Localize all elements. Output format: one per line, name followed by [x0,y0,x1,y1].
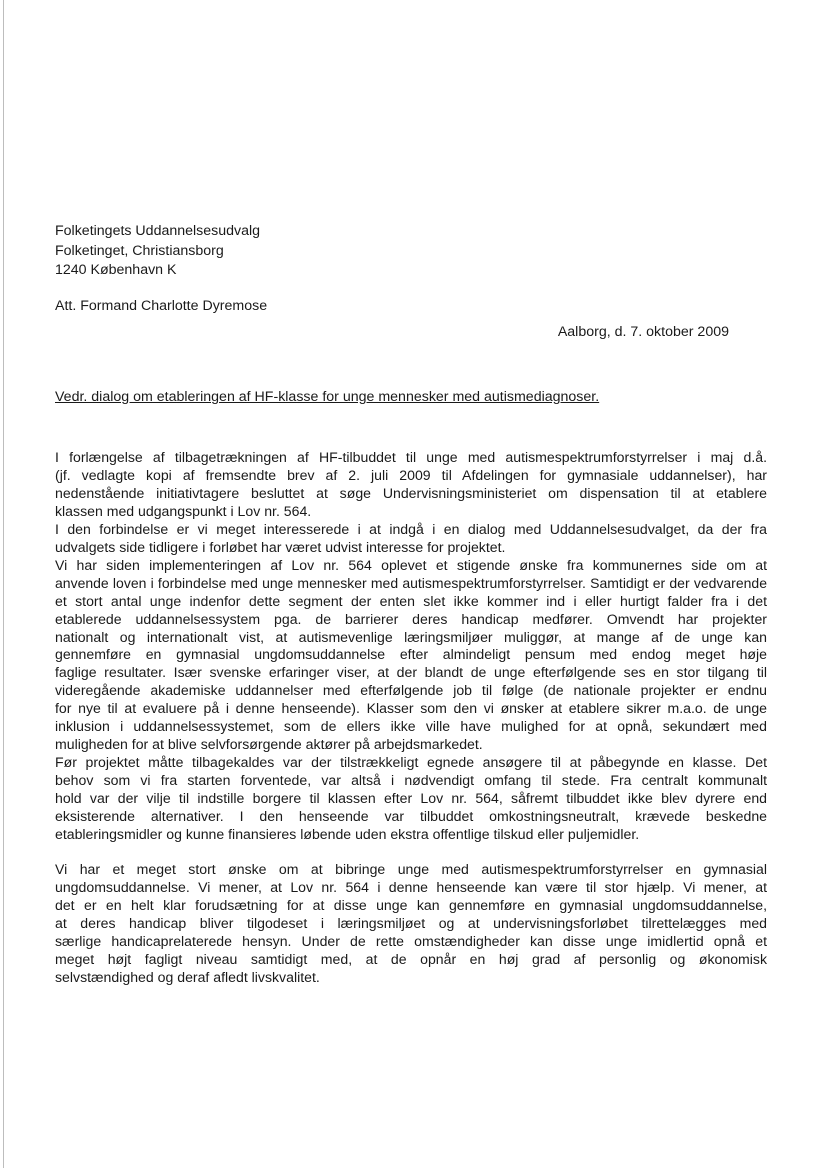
recipient-address [55,222,260,281]
body-line: nationalt og internationalt vist, at autismevenlige læringsmiljøer muliggør, at mange af de unge kan [55,628,767,645]
body-line: behov som vi fra starten forventede, var altså i nødvendigt omfang til stede. Fra centralt kommunalt [55,772,767,789]
body-line: klassen med udgangspunkt i Lov nr. 564. [55,502,312,519]
body-line: særlige handicaprelaterede hensyn. Under de rette omstændigheder kan disse unge imidlertid opnå et [55,932,767,949]
body-line: etablerede uddannelsessystem pga. de barrierer deres handicap medfører. Omvendt har projekter [55,610,767,627]
body-line: Før projektet måtte tilbagekaldes var der tilstrækkeligt egnede ansøgere til at påbegynde en klasse. Det [55,754,767,771]
body-line: videregående akademiske uddannelser med efterfølgende job til følge (de nationale projekter er endnu [55,682,767,699]
body-line: eksisterende alternativer. I den henseende var tilbuddet omkostningsneutralt, krævede beskedne [55,808,767,825]
body-line: inklusion i uddannelsessystemet, som de ellers ikke ville have mulighed for at opnå, sekundært med [55,718,767,735]
attention-line: Att. Formand Charlotte Dyremose [55,298,268,314]
body-line: I forlængelse af tilbagetrækningen af HF-tilbuddet til unge med autismespektrumforstyrrelser i maj d.å. [55,449,767,465]
body-line: etableringsmidler og kunne finansieres løbende uden ekstra offentlige tilskud eller puljemidler. [55,826,640,843]
body-line: I den forbindelse er vi meget interesserede i at indgå i en dialog med Uddannelsesudvalget, da der fra [55,520,767,537]
letter-date: Aalborg, d. 7. oktober 2009 [557,324,729,340]
body-paragraph [55,861,767,987]
recipient-line-2: Folketinget, Christiansborg [55,242,224,259]
body-paragraph [55,521,767,557]
body-line: udvalgets side tidligere i forløbet har været udvist interesse for projektet. [55,538,506,555]
body-line: anvende loven i forbindelse med unge mennesker med autismespektrumforstyrrelser. Samtidigt er der vedvarende [55,574,767,591]
subject-line: Vedr. dialog om etableringen af HF-klasse for unge mennesker med autismediagnoser. [55,389,600,405]
body-paragraph [55,754,767,844]
body-line: et stort antal unge indenfor dette segment der enten slet ikke kommer ind i eller hurtigt falder fra i det [55,592,767,609]
body-line: det er en helt klar forudsætning for at disse unge kan gennemføre en gymnasial ungdomsuddannelse, [55,896,767,913]
body-line: at deres handicap bliver tilgodeset i læringsmiljøet og at undervisningsforløbet tilrettelægges med [55,914,767,931]
letter-body [55,449,767,987]
body-line: Vi har siden implementeringen af Lov nr. 564 oplevet et stigende ønske fra kommunernes side om at [55,556,767,573]
body-line: faglige resultater. Især svenske erfaringer viser, at der blandt de unge efterfølgende ses en stor tilgang til [55,664,767,681]
body-line: hold var der vilje til indstille borgere til klassen efter Lov nr. 564, såfremt tilbuddet ikke blev dyrere end [55,790,767,807]
body-line: gennemføre en gymnasial ungdomsuddannelse efter almindeligt pensum med endog meget høje [55,646,767,663]
recipient-line-1: Folketingets Uddannelsesudvalg [55,223,261,239]
body-line: Vi har et meget stort ønske om at bibringe unge med autismespektrumforstyrrelser en gymnasial [55,860,767,877]
body-line: muligheden for at blive selvforsørgende aktører på arbejdsmarkedet. [55,736,483,753]
body-line: for nye til at evaluere på i denne henseende). Klasser som den vi ønsker at etablere sikrer m.a.o. de unge [55,700,767,717]
body-line: nedenstående initiativtagere besluttet at søge Undervisningsministeriet om dispensation til at etablere [55,484,767,501]
body-paragraph [55,557,767,754]
paragraph-spacer [55,844,767,861]
body-line: (jf. vedlagte kopi af fremsendte brev af 2. juli 2009 til Afdelingen for gymnasiale uddannelser), har [55,466,767,483]
body-line: ungdomsuddannelse. Vi mener, at Lov nr. 564 i denne henseende kan være til stor hjælp. Vi mener, at [55,878,767,895]
body-line: selvstændighed og deraf afledt livskvalitet. [55,968,320,985]
body-paragraph [55,449,767,521]
recipient-line-3: 1240 København K [55,262,177,278]
body-line: meget højt fagligt niveau samtidigt med, at de opnår en høj grad af personlig og økonomisk [55,950,767,967]
